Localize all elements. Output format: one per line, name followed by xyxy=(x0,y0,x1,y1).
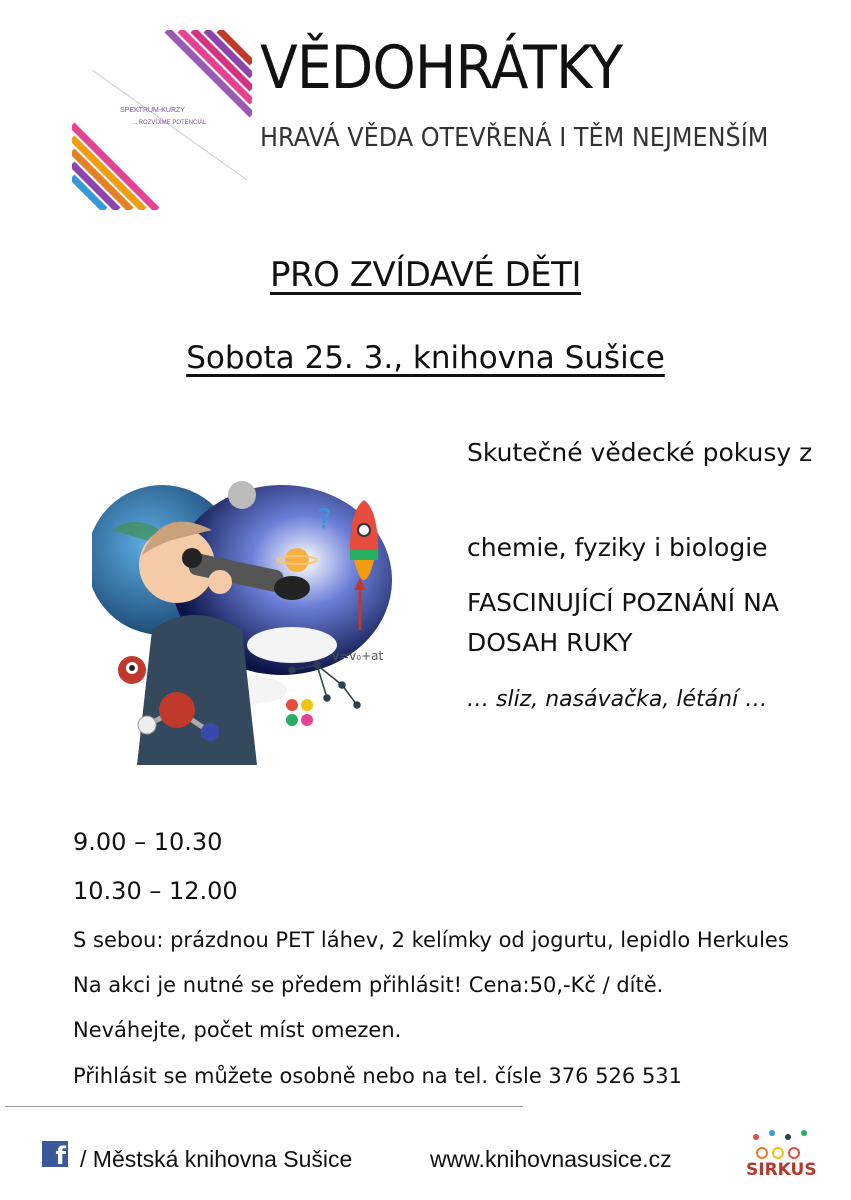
robot-icon xyxy=(118,656,146,684)
website-link[interactable]: www.knihovnasusice.cz xyxy=(430,1146,672,1172)
side-text-subjects: chemie, fyziky i biologie xyxy=(467,533,768,562)
logo-text-1: SPEKTRUM-KURZY xyxy=(120,107,185,114)
logo-text-2: ... ROZVÍJÍME POTENCIÁL xyxy=(132,120,207,126)
facebook-icon[interactable]: f xyxy=(42,1141,68,1167)
event-date-place: Sobota 25. 3., knihovna Sušice xyxy=(186,340,665,376)
event-heading: PRO ZVÍDAVÉ DĚTI xyxy=(270,255,581,295)
moon-icon xyxy=(228,481,256,509)
page-subtitle: HRAVÁ VĚDA OTEVŘENÁ I TĚM NEJMENŠÍM xyxy=(260,123,769,153)
side-text-activities: … sliz, nasávačka, létání … xyxy=(467,687,768,712)
child-science-illustration xyxy=(92,470,392,765)
side-text-experiments: Skutečné vědecké pokusy z xyxy=(467,438,813,467)
page-title: VĚDOHRÁTKY xyxy=(260,33,623,103)
registration-text: Na akci je nutné se předem přihlásit! Cena:50,-Kč / dítě. xyxy=(73,973,664,997)
sirkus-logo xyxy=(744,1125,824,1185)
side-text-fascinating: FASCINUJÍCÍ POZNÁNÍ NA DOSAH RUKY xyxy=(467,588,779,657)
footer-divider xyxy=(5,1106,523,1107)
planet-icon xyxy=(285,548,309,572)
time-slot-1: 9.00 – 10.30 xyxy=(73,828,223,856)
spektrum-kurzy-logo xyxy=(72,30,252,210)
formula-label: v=v₀+at xyxy=(332,649,384,663)
facebook-page-link[interactable]: / Městská knihovna Sušice xyxy=(80,1146,353,1172)
bring-items-text: S sebou: prázdnou PET láhev, 2 kelímky od jogurtu, lepidlo Herkules xyxy=(73,928,789,952)
sirkus-logo-text: SIRKUS xyxy=(746,1160,817,1180)
time-slot-2: 10.30 – 12.00 xyxy=(73,877,238,905)
limited-places-text: Neváhejte, počet míst omezen. xyxy=(73,1018,402,1042)
question-mark-icon: ? xyxy=(317,502,332,535)
contact-text: Přihlásit se můžete osobně nebo na tel. čísle 376 526 531 xyxy=(73,1064,683,1088)
